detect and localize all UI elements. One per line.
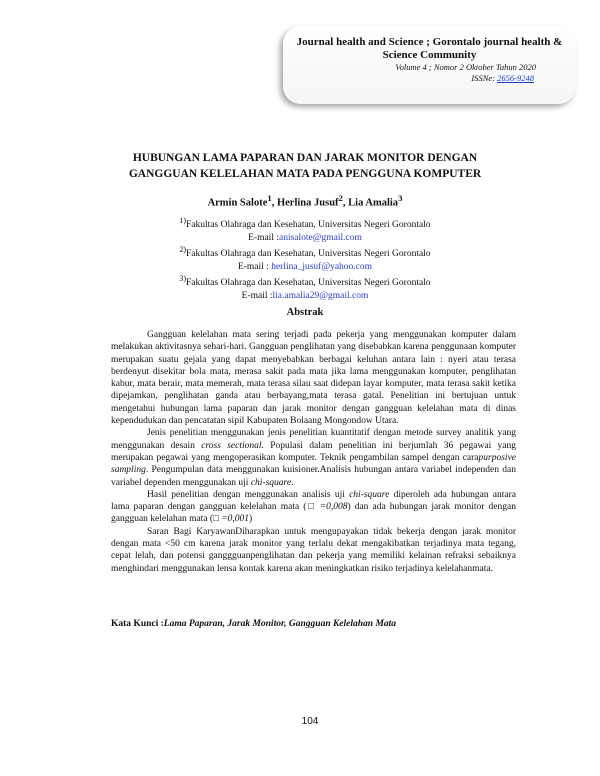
page-number: 104 xyxy=(301,716,319,727)
email-label: E-mail : xyxy=(248,232,279,243)
author-list: Armin Salote$^1$, Herlina Jusuf$^2$, Lia Amalia$^3$ xyxy=(207,193,403,209)
journal-name: Journal health and Science ; Gorontalo journal health & Science Community xyxy=(296,36,563,61)
affiliation-sup: 2) xyxy=(179,244,187,254)
keywords-label: Kata Kunci : xyxy=(111,619,164,629)
affiliation-institution xyxy=(60,273,550,290)
affiliation-text: Fakultas Olahraga dan Kesehatan, Universitas Negeri Gorontalo xyxy=(186,220,431,231)
keywords xyxy=(111,619,531,629)
email-link[interactable]: anisalote@gmail.com xyxy=(278,232,362,243)
journal-volume: Volume 4 ; Nomor 2 Oktober Tahun 2020 xyxy=(395,62,536,72)
abstract-body xyxy=(111,329,516,575)
affiliation-text: Fakultas Olahraga dan Kesehatan, Universitas Negeri Gorontalo xyxy=(186,249,431,260)
affiliation-email-line xyxy=(60,232,550,244)
title-line-2: GANGGUAN KELELAHAN MATA PADA PENGGUNA KOMPUTER xyxy=(128,168,482,180)
abstract-paragraph-4: Saran Bagi KaryawanDiharapkan untuk mengupayakan tidak bekerja dengan jarak monitor dengan mata <50 cm karena jarak monitor yang terlalu dekat mengakibatkan terjadinya mata tegang, cepat lelah, dan potensi ganggguanpenglihatan dan pekerja yang memiliki kelainan refraksi sebaiknya menghindari menggunakan lensa kontak karena akan meningkatkan risiko terjadinya kelelahanmata. xyxy=(111,526,516,574)
journal-issn xyxy=(295,73,564,84)
abstract-paragraph-3: Hasil penelitian dengan menggunakan analisis uji chi-square diperoleh ada hubungan antara lama paparan dengan gangguan kelelahan mata (□ =0,008) dan ada hubungan jarak monitor dengan gangguan kelelahan mata (□ =0,001) xyxy=(111,489,516,525)
affiliation-email-line xyxy=(60,290,550,302)
affiliation-text: Fakultas Olahraga dan Kesehatan, Universitas Negeri Gorontalo xyxy=(186,278,431,289)
email-link[interactable]: lia.amalia29@gmail.com xyxy=(272,290,369,301)
author-sup: 3 xyxy=(398,193,403,203)
keywords-list: Lama Paparan, Jarak Monitor, Gangguan Kelelahan Mata xyxy=(163,619,397,629)
abstract-heading: Abstrak xyxy=(286,307,324,318)
issn-label: ISSNe: xyxy=(471,73,498,83)
affiliation-institution xyxy=(60,244,550,261)
affiliation-email-line xyxy=(60,261,550,273)
abstract-paragraph-2: Jenis penelitian menggunakan jenis penelitian kuantitatif dengan metode survey analitik yang menggunakan desain cross sectional. Populasi dalam penelitian ini berjumlah 36 pegawai yang merupakan pegawai yang mengoperasikan komputer. Teknik pengambilan sampel dengan carapurposive sampling. Pengumpulan data menggunakan kuisioner.Analisis hubungan antara variabel independen dan variabel dependen menggunakan uji chi-square. xyxy=(111,428,516,488)
affiliation-sup: 3) xyxy=(179,273,187,283)
author-sup: 2 xyxy=(338,193,343,203)
journal-header-box xyxy=(283,26,576,104)
abstract-paragraph-1: Gangguan kelelahan mata sering terjadi pada pekerja yang menggunakan komputer dalam melakukan aktivitasnya sehari-hari. Gangguan penglihatan yang disebabkan karena penggunaan komputer merupakan suatu gejala yang dapat menyebabkan berbagai keluhan antara lain : nyeri atau terasa berdenyut disekitar bola mata, merasa sakit pada mata jika lama menggunakan komputer, penglihatan kabur, mata berair, mata memerah, mata terasa silau saat didepan layar komputer, mata terasa sakit ketika dipejamkan, penglihatan ganda atau berbayang,mata terasa gatal. Penelitian ini bertujuan untuk mengetahui hubungan lama paparan dan jarak monitor dengan gangguan kelelahan mata di dinas kependudukan dan pencatatan sipil Kabupaten Bolaang Mongondow Utara. xyxy=(111,330,516,427)
affiliations xyxy=(60,215,550,302)
email-label: E-mail : xyxy=(237,261,272,272)
author-name: Lia Amalia xyxy=(348,197,399,209)
issn-link[interactable]: 2656-9248 xyxy=(497,73,534,83)
email-link[interactable]: herlina_jusuf@yahoo.com xyxy=(271,261,373,272)
paper-title xyxy=(60,150,550,182)
email-label: E-mail : xyxy=(241,290,273,301)
affiliation-institution xyxy=(60,215,550,232)
author-name: Armin Salote xyxy=(207,197,268,209)
title-line-1: HUBUNGAN LAMA PAPARAN DAN JARAK MONITOR DENGAN xyxy=(132,152,478,164)
author-sup: 1 xyxy=(267,193,272,203)
affiliation-sup: 1) xyxy=(179,216,187,225)
author-name: Herlina Jusuf xyxy=(276,197,339,209)
